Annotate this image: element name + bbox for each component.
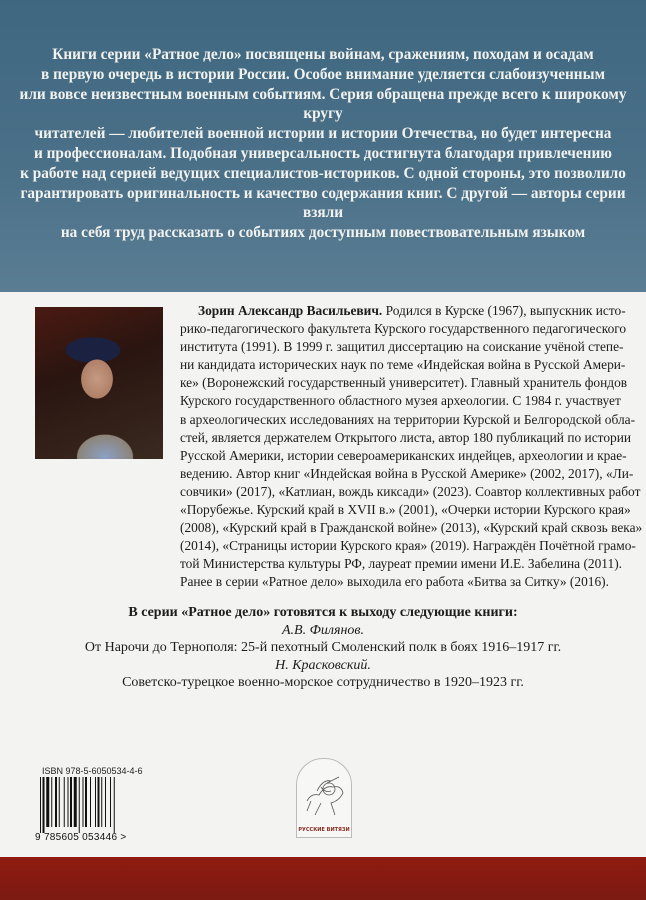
blurb-line: читателей — любителей военной истории и истории Отечества, но будет интересна xyxy=(34,125,612,143)
bio-line: Курского государственного областного музея археологии. С 1984 г. участвует xyxy=(180,393,621,409)
upcoming-heading: В серии «Ратное дело» готовятся к выходу следующие книги: xyxy=(128,605,518,620)
barcode-bar xyxy=(59,777,60,827)
publisher-logo-text: РУССКИЕ ВИТЯЗИ xyxy=(298,827,350,833)
author-bio xyxy=(180,302,643,592)
barcode-bar xyxy=(74,777,77,827)
barcode-bar xyxy=(85,777,87,827)
barcode-bar xyxy=(90,777,91,827)
horseman-emblem-icon xyxy=(301,771,347,821)
bio-line: ведению. Автор книг «Индейская война в Русской Америке» (2002, 2017), «Ли- xyxy=(180,465,634,481)
blurb-line: в первую очередь в истории России. Особое внимание уделяется слабоизученным xyxy=(41,65,605,83)
bio-line: ни кандидата исторических наук по теме «Индейская война в Русской Амери- xyxy=(180,357,626,373)
barcode-bar xyxy=(105,777,106,827)
barcode xyxy=(40,777,132,833)
isbn-label: ISBN 978-5-6050534-4-6 xyxy=(42,766,143,776)
barcode-bar xyxy=(98,777,100,827)
book-author: Н. Красковский. xyxy=(275,657,371,673)
upcoming-books xyxy=(0,604,646,692)
blurb-line: к работе над серией ведущих специалистов-историков. С одной стороны, это позволило xyxy=(20,164,626,182)
barcode-bar xyxy=(101,777,102,827)
publisher-logo xyxy=(296,758,352,838)
blurb-line: или вовсе неизвестным военным событиям. Серия обращена прежде всего к широкому кругу xyxy=(19,85,627,123)
barcode-bar xyxy=(51,777,52,827)
barcode-bar xyxy=(95,777,96,827)
bio-line: той Министерства культуры РФ, лауреат премии имени И.Е. Забелина (2011). xyxy=(180,556,622,572)
author-photo xyxy=(35,307,163,459)
bio-line: ке» (Воронежский государственный университет). Главный хранитель фондов xyxy=(180,375,628,391)
barcode-bar xyxy=(114,777,115,833)
barcode-bar xyxy=(55,777,57,827)
barcode-digits: 9 785605 053446 > xyxy=(35,832,127,843)
series-description xyxy=(0,45,646,243)
bio-line: Русской Америки, истории североамериканских индейцев, археологии и крае- xyxy=(180,447,627,463)
bio-line: (2008), «Курский край в Гражданской войне» (2013), «Курский край сквозь века» xyxy=(180,520,643,536)
bio-line: института (1991). В 1999 г. защитил диссертацию на соискание учёной степе- xyxy=(180,339,624,355)
barcode-bar xyxy=(83,777,84,827)
bio-line: рико-педагогического факультета Курского государственного педагогического xyxy=(180,321,627,337)
bio-line: Ранее в серии «Ратное дело» выходила его работа «Битва за Ситку» (2016). xyxy=(180,574,609,590)
blurb-line: гарантировать оригинальность и качество содержания книг. С другой — авторы серии взяли xyxy=(20,184,626,222)
bio-line: Родился в Курске (1967), выпускник исто- xyxy=(382,303,626,318)
barcode-bar xyxy=(46,777,49,827)
book-title: Советско-турецкое военно-морское сотрудничество в 1920–1923 гг. xyxy=(122,675,524,691)
bio-line: совчики» (2017), «Катлиан, вождь киксади» (2023). Соавтор коллективных работ xyxy=(180,483,641,499)
barcode-bar xyxy=(64,777,65,827)
barcode-bar xyxy=(110,777,111,827)
bio-line: (2014), «Страницы истории Курского края» (2019). Награждён Почётной грамо- xyxy=(180,538,636,554)
book-author: А.В. Филянов. xyxy=(282,622,364,638)
barcode-bar xyxy=(68,777,69,827)
barcode-bar xyxy=(70,777,72,827)
series-band xyxy=(0,0,646,292)
author-name: Зорин Александр Васильевич. xyxy=(198,303,383,318)
blurb-line: Книги серии «Ратное дело» посвящены войнам, сражениям, походам и осадам xyxy=(52,46,594,63)
barcode-bar xyxy=(79,777,80,833)
bio-line: стей, является держателем Открытого листа, автор 180 публикаций по истории xyxy=(180,429,632,445)
bio-line: «Порубежье. Курский край в XVII в.» (2001), «Очерки истории Курского края» xyxy=(180,502,631,518)
barcode-bar xyxy=(43,777,45,833)
blurb-line: и профессионалам. Подобная универсальность достигнута благодаря привлечению xyxy=(33,144,613,162)
bottom-band xyxy=(0,857,646,900)
barcode-bar xyxy=(40,777,41,833)
bio-line: в археологических исследованиях на территории Курской и Белгородской обла- xyxy=(180,411,636,427)
book-title: От Нарочи до Тернополя: 25-й пехотный Смоленский полк в боях 1916–1917 гг. xyxy=(84,640,562,656)
blurb-line: на себя труд рассказать о событиях доступным повествовательным языком xyxy=(60,224,586,242)
